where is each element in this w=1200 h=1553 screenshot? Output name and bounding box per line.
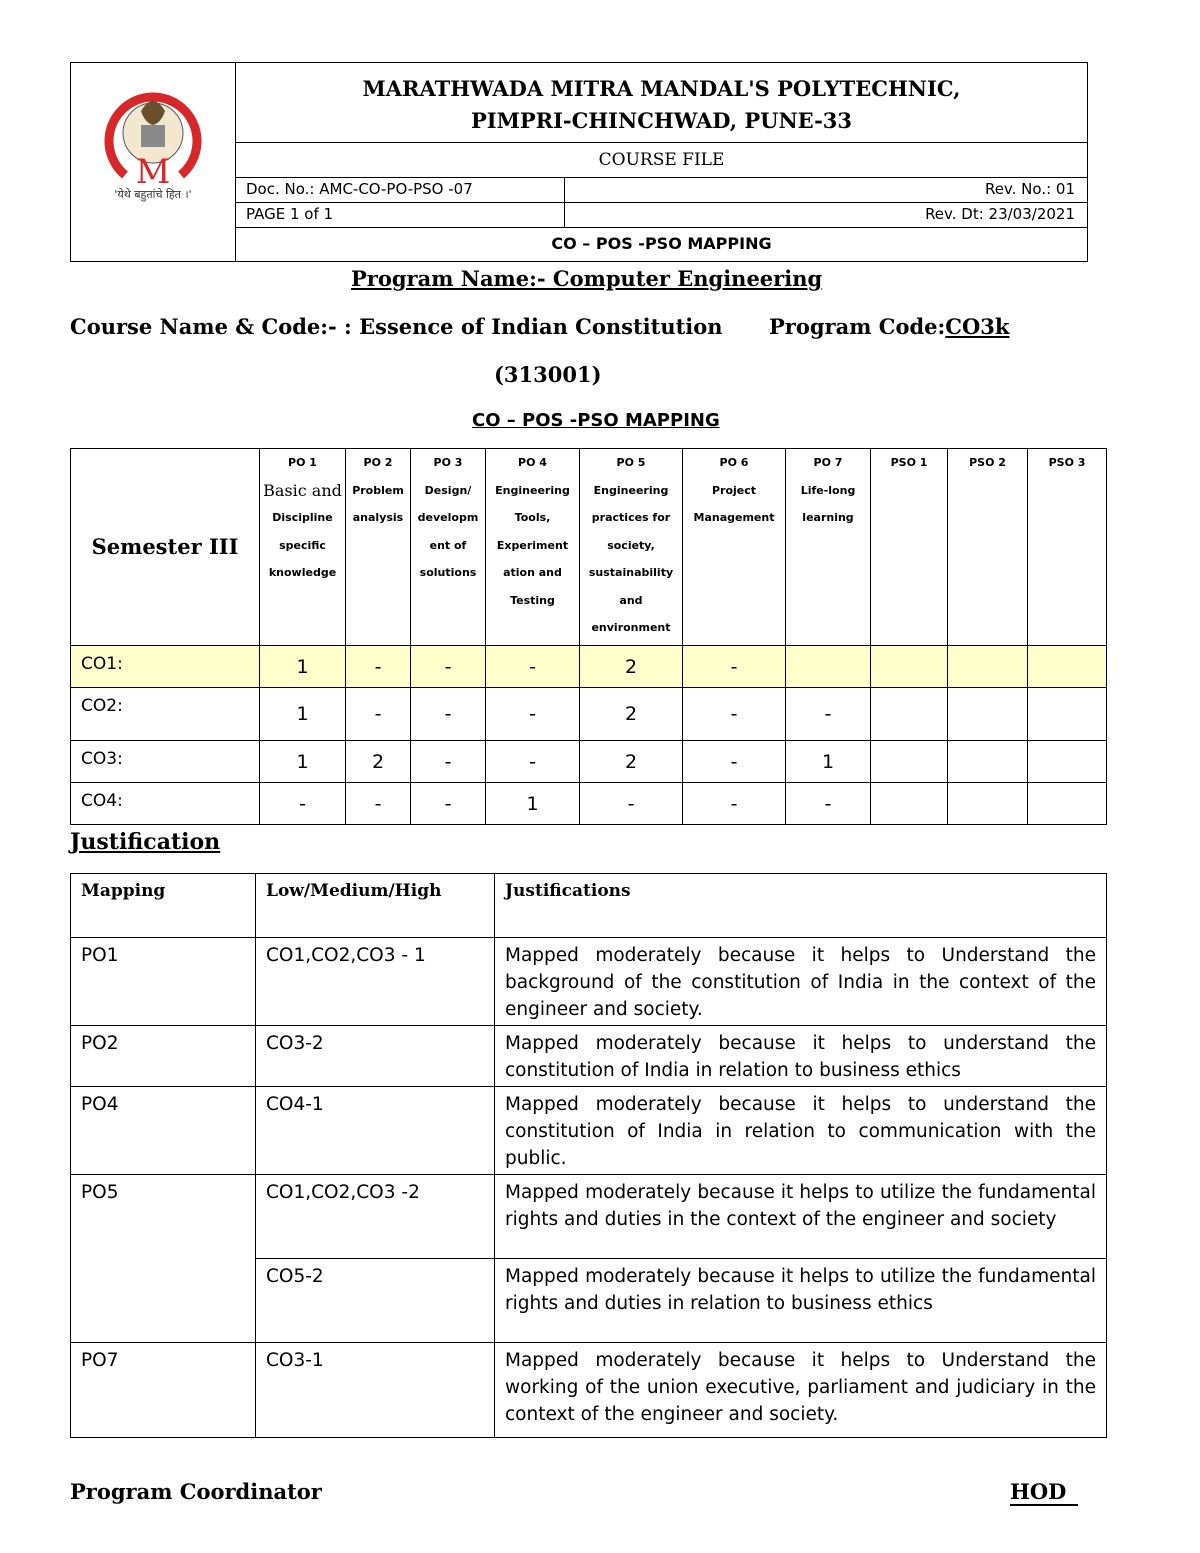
document-header: [70, 62, 1088, 262]
mapping-cell: [871, 783, 948, 825]
header-justifications: Justifications: [495, 874, 1107, 938]
column-desc: Experiment: [496, 538, 569, 552]
co-po-mapping-table: [70, 448, 1107, 825]
institute-line-2: PIMPRI-CHINCHWAD, PUNE-33: [470, 108, 853, 133]
level-cell: CO1,CO2,CO3 -2: [256, 1175, 495, 1259]
column-id: PSO 2: [969, 456, 1006, 469]
mapping-cell: 2: [580, 688, 683, 741]
column-desc: Management: [693, 511, 775, 524]
column-desc: ent of: [429, 538, 467, 552]
column-id: PO 7: [813, 456, 843, 469]
column-po1: [260, 449, 346, 646]
justification-table: [70, 873, 1107, 1438]
level-cell: CO3-1: [256, 1343, 495, 1438]
justification-title: Justification: [70, 829, 221, 855]
table-row: [71, 1087, 1107, 1175]
semester-cell: Semester III: [71, 449, 260, 646]
mapping-cell: [1028, 783, 1107, 825]
po-cell: PO4: [71, 1087, 256, 1175]
mapping-cell: -: [486, 646, 580, 688]
justification-text: Mapped moderately because it helps to utilize the fundamental rights and duties in the context of the engineer and society: [495, 1175, 1107, 1259]
program-coordinator-label: Program Coordinator: [70, 1479, 322, 1504]
column-desc: practices for: [591, 511, 671, 524]
column-desc: environment: [591, 621, 671, 634]
column-desc: learning: [802, 511, 854, 524]
mapping-cell: -: [683, 783, 786, 825]
course-code: (313001): [494, 362, 602, 387]
column-desc: and: [619, 593, 643, 607]
column-desc: analysis: [352, 511, 404, 524]
column-po2: [346, 449, 411, 646]
mapping-cell: -: [683, 688, 786, 741]
column-id: PO 5: [616, 456, 646, 469]
column-desc: Problem: [352, 483, 404, 497]
column-pso1: [871, 449, 948, 646]
section-title: CO – POS -PSO MAPPING: [472, 410, 720, 431]
column-id: PO 3: [433, 456, 463, 469]
mapping-cell: -: [786, 688, 871, 741]
column-desc: society,: [607, 538, 655, 552]
mapping-cell: -: [346, 688, 411, 741]
mapping-cell: -: [786, 783, 871, 825]
course-file-label: COURSE FILE: [236, 143, 1087, 178]
justification-text: Mapped moderately because it helps to understand the constitution of India in relation to communication with the public.: [495, 1087, 1107, 1175]
mapping-cell: 1: [486, 783, 580, 825]
mapping-cell: -: [411, 783, 486, 825]
mapping-cell: [948, 688, 1028, 741]
revision-number: Rev. No.: 01: [984, 180, 1075, 198]
hod-label: HOD: [1010, 1479, 1078, 1506]
po-cell: PO7: [71, 1343, 256, 1438]
mapping-cell: [871, 741, 948, 783]
mapping-cell: -: [580, 783, 683, 825]
mapping-cell: -: [411, 646, 486, 688]
column-desc: Design/: [424, 483, 472, 497]
justification-text: Mapped moderately because it helps to Understand the working of the union executive, parliament and judiciary in the context of the engineer and society.: [495, 1343, 1107, 1438]
column-desc: knowledge: [268, 566, 337, 579]
institute-logo: [71, 63, 235, 193]
column-desc: solutions: [419, 566, 477, 579]
co-label: CO1:: [71, 646, 260, 688]
column-id: PO 6: [719, 456, 749, 469]
institute-line-1: MARATHWADA MITRA MANDAL'S POLYTECHNIC,: [362, 76, 961, 101]
mapping-cell: 2: [346, 741, 411, 783]
column-desc: Testing: [510, 593, 555, 607]
mapping-cell: [948, 741, 1028, 783]
mapping-cell: 1: [786, 741, 871, 783]
co-label: CO4:: [71, 783, 260, 825]
column-desc: developm: [417, 511, 479, 524]
co-label: CO2:: [71, 688, 260, 741]
table-row: [71, 1026, 1107, 1087]
mapping-cell: [786, 646, 871, 688]
table-row: [71, 741, 1107, 783]
column-pso2: [948, 449, 1028, 646]
mapping-cell: 2: [580, 741, 683, 783]
mapping-cell: -: [411, 741, 486, 783]
mapping-cell: [1028, 688, 1107, 741]
column-desc: Engineering: [495, 483, 570, 497]
column-desc: sustainability: [588, 566, 674, 579]
table-row: [71, 646, 1107, 688]
header-mapping: Mapping: [71, 874, 256, 938]
doc-number: Doc. No.: AMC-CO-PO-PSO -07: [246, 180, 473, 198]
doc-row: [236, 177, 1087, 203]
level-cell: CO5-2: [256, 1259, 495, 1343]
mapping-cell: -: [346, 646, 411, 688]
mapping-cell: [871, 688, 948, 741]
program-code-value: CO3k: [945, 314, 1010, 339]
column-desc: Tools,: [514, 511, 551, 524]
mapping-cell: [871, 646, 948, 688]
mapping-cell: -: [260, 783, 346, 825]
mapping-cell: 2: [580, 646, 683, 688]
column-pso3: [1028, 449, 1107, 646]
mapping-cell: 1: [260, 688, 346, 741]
logo-cell: [71, 63, 236, 261]
header-mapping-title: CO – POS -PSO MAPPING: [551, 234, 772, 253]
logo-motto: 'येथे बहुतांचे हित ।': [114, 188, 192, 201]
column-desc: Engineering: [593, 483, 669, 497]
table-row: [71, 1343, 1107, 1438]
mapping-cell: -: [411, 688, 486, 741]
mapping-cell: [948, 646, 1028, 688]
justification-text: Mapped moderately because it helps to understand the constitution of India in relation to business ethics: [495, 1026, 1107, 1087]
level-cell: CO4-1: [256, 1087, 495, 1175]
po-cell: PO2: [71, 1026, 256, 1087]
course-name-code: [70, 314, 723, 339]
table-row: [71, 688, 1107, 741]
page-row: [236, 202, 1087, 228]
mapping-cell: [1028, 741, 1107, 783]
co-label: CO3:: [71, 741, 260, 783]
justification-header-row: [71, 874, 1107, 938]
column-id: PO 4: [518, 456, 547, 469]
column-po6: [683, 449, 786, 646]
mapping-cell: -: [683, 646, 786, 688]
po-cell: PO1: [71, 938, 256, 1026]
table-row: [71, 1175, 1107, 1259]
column-id: PSO 3: [1048, 456, 1086, 469]
justification-text: Mapped moderately because it helps to utilize the fundamental rights and duties in relation to business ethics: [495, 1259, 1107, 1343]
column-po5: [580, 449, 683, 646]
column-desc: Basic and: [263, 480, 342, 500]
po-cell: PO5: [71, 1175, 256, 1343]
mapping-cell: -: [486, 688, 580, 741]
mapping-cell: -: [346, 783, 411, 825]
column-id: PSO 1: [890, 456, 928, 469]
mapping-cell: -: [486, 741, 580, 783]
level-cell: CO1,CO2,CO3 - 1: [256, 938, 495, 1026]
mapping-header-row: [71, 449, 1107, 646]
column-po3: [411, 449, 486, 646]
program-code-line: [769, 314, 1009, 339]
column-po7: [786, 449, 871, 646]
mapping-cell: [1028, 646, 1107, 688]
mapping-cell: 1: [260, 741, 346, 783]
course-label: Course Name & Code:- : Essence of Indian Constitution: [70, 314, 723, 339]
column-desc: ation and: [503, 566, 562, 579]
page-number: PAGE 1 of 1: [246, 205, 334, 223]
revision-date: Rev. Dt: 23/03/2021: [925, 205, 1075, 223]
table-row: [71, 938, 1107, 1026]
column-id: PO 1: [288, 456, 317, 469]
institute-name: [236, 63, 1087, 143]
column-desc: Discipline: [272, 511, 333, 524]
column-id: PO 2: [363, 456, 393, 469]
mapping-cell: [948, 783, 1028, 825]
justification-text: Mapped moderately because it helps to Understand the background of the constitution of India in the context of the engineer and society.: [495, 938, 1107, 1026]
column-desc: Life-long: [800, 483, 856, 497]
column-desc: specific: [279, 538, 326, 552]
header-level: Low/Medium/High: [256, 874, 495, 938]
svg-text:M: M: [135, 152, 171, 192]
level-cell: CO3-2: [256, 1026, 495, 1087]
mapping-cell: -: [683, 741, 786, 783]
table-row: [71, 783, 1107, 825]
program-code-label: Program Code:: [769, 314, 946, 339]
column-po4: [486, 449, 580, 646]
column-desc: Project: [711, 483, 757, 497]
mapping-cell: 1: [260, 646, 346, 688]
program-name: Program Name:- Computer Engineering: [351, 266, 823, 291]
